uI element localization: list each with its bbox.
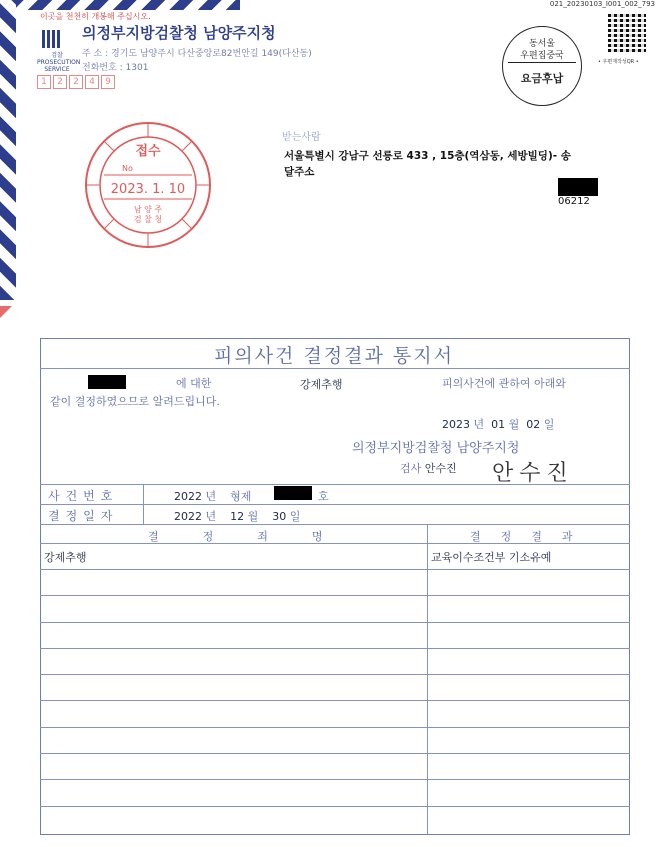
notice-day: 02 xyxy=(526,418,541,431)
row-result: 교육이수조건부 기소유예 xyxy=(431,551,552,564)
stamp-top: 접수 xyxy=(135,144,161,159)
regarding-text: 에 대한 xyxy=(176,377,212,390)
redaction-box xyxy=(88,375,126,389)
logo-caption: 검찰 PROSECUTION SERVICE xyxy=(37,52,81,73)
qr-code-icon xyxy=(608,14,646,52)
postal-digit: 1 xyxy=(37,75,51,89)
case-number-label: 사건번호 xyxy=(48,489,119,503)
received-stamp xyxy=(82,119,214,251)
decision-year: 2022 xyxy=(174,510,202,523)
postage-divider xyxy=(508,62,576,63)
receiver-label: 받는사람 xyxy=(282,132,321,143)
postage-line2: 우편집중국 xyxy=(520,51,564,61)
crime-name-top: 강제추행 xyxy=(300,378,343,391)
corner-mark xyxy=(0,306,12,318)
notice-title: 피의사건 결정결과 통지서 xyxy=(214,345,454,367)
airmail-stripe-top xyxy=(0,0,240,10)
case-type: 형제 xyxy=(230,490,252,503)
notice-year-unit: 년 xyxy=(473,418,485,431)
notice-month: 01 xyxy=(491,418,506,431)
postal-digit: 2 xyxy=(69,75,83,89)
receiver-address-line1: 서울특별시 강남구 선릉로 433 , 15층(역삼동, 세방빌딩)- 송 xyxy=(284,150,571,162)
decision-year-unit: 년 xyxy=(205,510,217,523)
stamp-bottom2: 검 찰 청 xyxy=(133,215,163,224)
stamp-no: No xyxy=(122,164,133,173)
notice-month-unit: 월 xyxy=(508,418,520,431)
decision-date-label: 결정일자 xyxy=(48,509,119,523)
open-warning: 이곳을 천천히 개봉해 주십시오. xyxy=(40,12,151,21)
notice-phrase1: 피의사건에 관하여 아래와 xyxy=(442,377,566,390)
postage-line1: 동서울 xyxy=(528,39,556,49)
prosecution-logo-icon xyxy=(42,30,66,50)
postal-digit: 4 xyxy=(85,75,99,89)
row-charge: 강제추행 xyxy=(44,551,87,564)
col-header-result: 결정결과 xyxy=(470,530,593,543)
prosecutor-name: 안수진 xyxy=(424,462,457,475)
prosecutor-signature: 안수진 xyxy=(492,461,574,486)
receiver-address-line2: 달주소 xyxy=(284,166,315,178)
sender-tel: 전화번호 : 1301 xyxy=(82,63,149,73)
notice-phrase2: 같이 결정하였으므로 알려드립니다. xyxy=(50,395,220,408)
qr-label: • 우편재작성QR • xyxy=(598,59,639,65)
postal-digit: 2 xyxy=(53,75,67,89)
notice-day-unit: 일 xyxy=(543,418,555,431)
receiver-zip: 06212 xyxy=(558,196,590,207)
decision-day-unit: 일 xyxy=(289,510,301,523)
col-header-charge: 결정죄명 xyxy=(148,530,367,543)
sender-address: 주 소 : 경기도 남양주시 다산중앙로82번안길 149(다산동) xyxy=(82,49,312,59)
decision-month-unit: 월 xyxy=(247,510,259,523)
airmail-stripe-left xyxy=(0,0,16,300)
stamp-bottom1: 남 양 주 xyxy=(133,205,163,214)
postage-line3: 요금후납 xyxy=(520,72,564,85)
redaction-box xyxy=(274,486,312,500)
decision-month: 12 xyxy=(230,510,245,523)
postal-digit: 9 xyxy=(101,75,115,89)
issuing-office: 의정부지방검찰청 남양주지청 xyxy=(352,441,520,456)
case-no-unit: 호 xyxy=(318,490,329,503)
case-year: 2022 xyxy=(174,490,202,503)
mail-code: 021_20230103_I001_002_793 xyxy=(549,0,655,8)
notice-frame xyxy=(40,338,630,835)
postal-code-boxes xyxy=(37,75,115,89)
prosecutor-label: 검사 xyxy=(400,462,422,475)
stamp-date: 2023. 1. 10 xyxy=(110,182,186,197)
case-year-unit: 년 xyxy=(205,490,217,503)
notice-year: 2023 xyxy=(442,418,470,431)
sender-name: 의정부지방검찰청 남양주지청 xyxy=(82,24,276,42)
redaction-box xyxy=(558,178,598,196)
decision-day: 30 xyxy=(272,510,287,523)
